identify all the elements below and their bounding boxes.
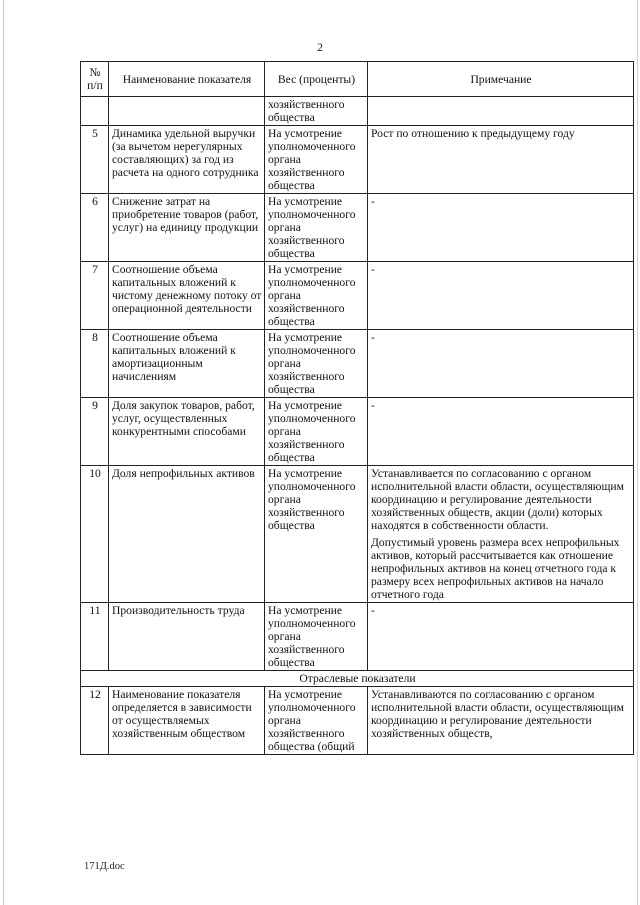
row-name: Соотношение объема капитальных вложений к амортизационным начислениям xyxy=(109,330,265,398)
row-num: 10 xyxy=(81,466,109,603)
row-num: 8 xyxy=(81,330,109,398)
table-row xyxy=(81,126,634,194)
table-row xyxy=(81,687,634,755)
row-note-paragraph: - xyxy=(371,331,375,344)
row-num: 11 xyxy=(81,603,109,671)
row-weight: На усмотрение уполномоченного органа хозяйственного общества xyxy=(265,126,368,194)
row-note xyxy=(368,330,634,398)
row-note xyxy=(368,97,634,126)
row-name: Доля непрофильных активов xyxy=(109,466,265,603)
row-note-paragraph: Допустимый уровень размера всех непрофильных активов, который рассчитывается как отношение непрофильных активов на конец отчетного года к размеру всех непрофильных активов на начало отчетного года xyxy=(371,536,620,601)
table-row xyxy=(81,398,634,466)
table-row xyxy=(81,330,634,398)
row-num xyxy=(81,97,109,126)
row-weight: На усмотрение уполномоченного органа хозяйственного общества xyxy=(265,262,368,330)
row-num: 9 xyxy=(81,398,109,466)
row-note-paragraph: - xyxy=(371,604,375,617)
row-name xyxy=(109,97,265,126)
scan-edge-right xyxy=(637,0,638,905)
header-note: Примечание xyxy=(368,62,634,97)
row-name: Динамика удельной выручки (за вычетом нерегулярных составляющих) за год из расчета на одного сотрудника xyxy=(109,126,265,194)
row-name: Соотношение объема капитальных вложений к чистому денежному потоку от операционной деятельности xyxy=(109,262,265,330)
row-note xyxy=(368,398,634,466)
row-weight: На усмотрение уполномоченного органа хозяйственного общества xyxy=(265,194,368,262)
table-row xyxy=(81,262,634,330)
table-row xyxy=(81,466,634,603)
row-note-paragraph: - xyxy=(371,263,375,276)
row-name: Наименование показателя определяется в зависимости от осуществляемых хозяйственным обществом xyxy=(109,687,265,755)
row-note xyxy=(368,194,634,262)
row-note-paragraph: Рост по отношению к предыдущему году xyxy=(371,127,575,140)
section-row xyxy=(81,671,634,687)
row-num: 12 xyxy=(81,687,109,755)
header-num: № п/п xyxy=(81,62,109,97)
header-weight: Вес (проценты) xyxy=(265,62,368,97)
row-num: 5 xyxy=(81,126,109,194)
row-weight: На усмотрение уполномоченного органа хозяйственного общества xyxy=(265,603,368,671)
row-note xyxy=(368,262,634,330)
scan-edge-left xyxy=(3,0,4,905)
row-note-paragraph: - xyxy=(371,195,375,208)
page-number: 2 xyxy=(317,40,323,54)
header-name: Наименование показателя xyxy=(109,62,265,97)
row-note xyxy=(368,466,634,603)
indicators-table xyxy=(80,61,634,755)
row-weight: хозяйственного общества xyxy=(265,97,368,126)
footer-filename: 171Д.doc xyxy=(84,861,125,872)
row-weight: На усмотрение уполномоченного органа хозяйственного общества xyxy=(265,330,368,398)
row-note-paragraph: Устанавливается по согласованию с органом исполнительной власти области, осуществляющим координацию и регулирование деятельности хозяйственных обществ, акции (доли) которых находятся в собственности области. xyxy=(371,467,624,532)
row-num: 7 xyxy=(81,262,109,330)
row-name: Производительность труда xyxy=(109,603,265,671)
table-header-row xyxy=(81,62,634,97)
section-title: Отраслевые показатели xyxy=(81,671,634,687)
row-name: Снижение затрат на приобретение товаров (работ, услуг) на единицу продукции xyxy=(109,194,265,262)
row-note xyxy=(368,603,634,671)
row-note xyxy=(368,687,634,755)
row-note-paragraph: - xyxy=(371,399,375,412)
table-row xyxy=(81,97,634,126)
row-weight: На усмотрение уполномоченного органа хозяйственного общества xyxy=(265,466,368,603)
table-row xyxy=(81,603,634,671)
row-note xyxy=(368,126,634,194)
row-note-paragraph: Устанавливаются по согласованию с органом исполнительной власти области, осуществляющим координацию и регулирование деятельности хозяйственных обществ, xyxy=(371,688,624,740)
row-name: Доля закупок товаров, работ, услуг, осуществленных конкурентными способами xyxy=(109,398,265,466)
row-num: 6 xyxy=(81,194,109,262)
row-weight: На усмотрение уполномоченного органа хозяйственного общества (общий xyxy=(265,687,368,755)
table-row xyxy=(81,194,634,262)
row-weight: На усмотрение уполномоченного органа хозяйственного общества xyxy=(265,398,368,466)
